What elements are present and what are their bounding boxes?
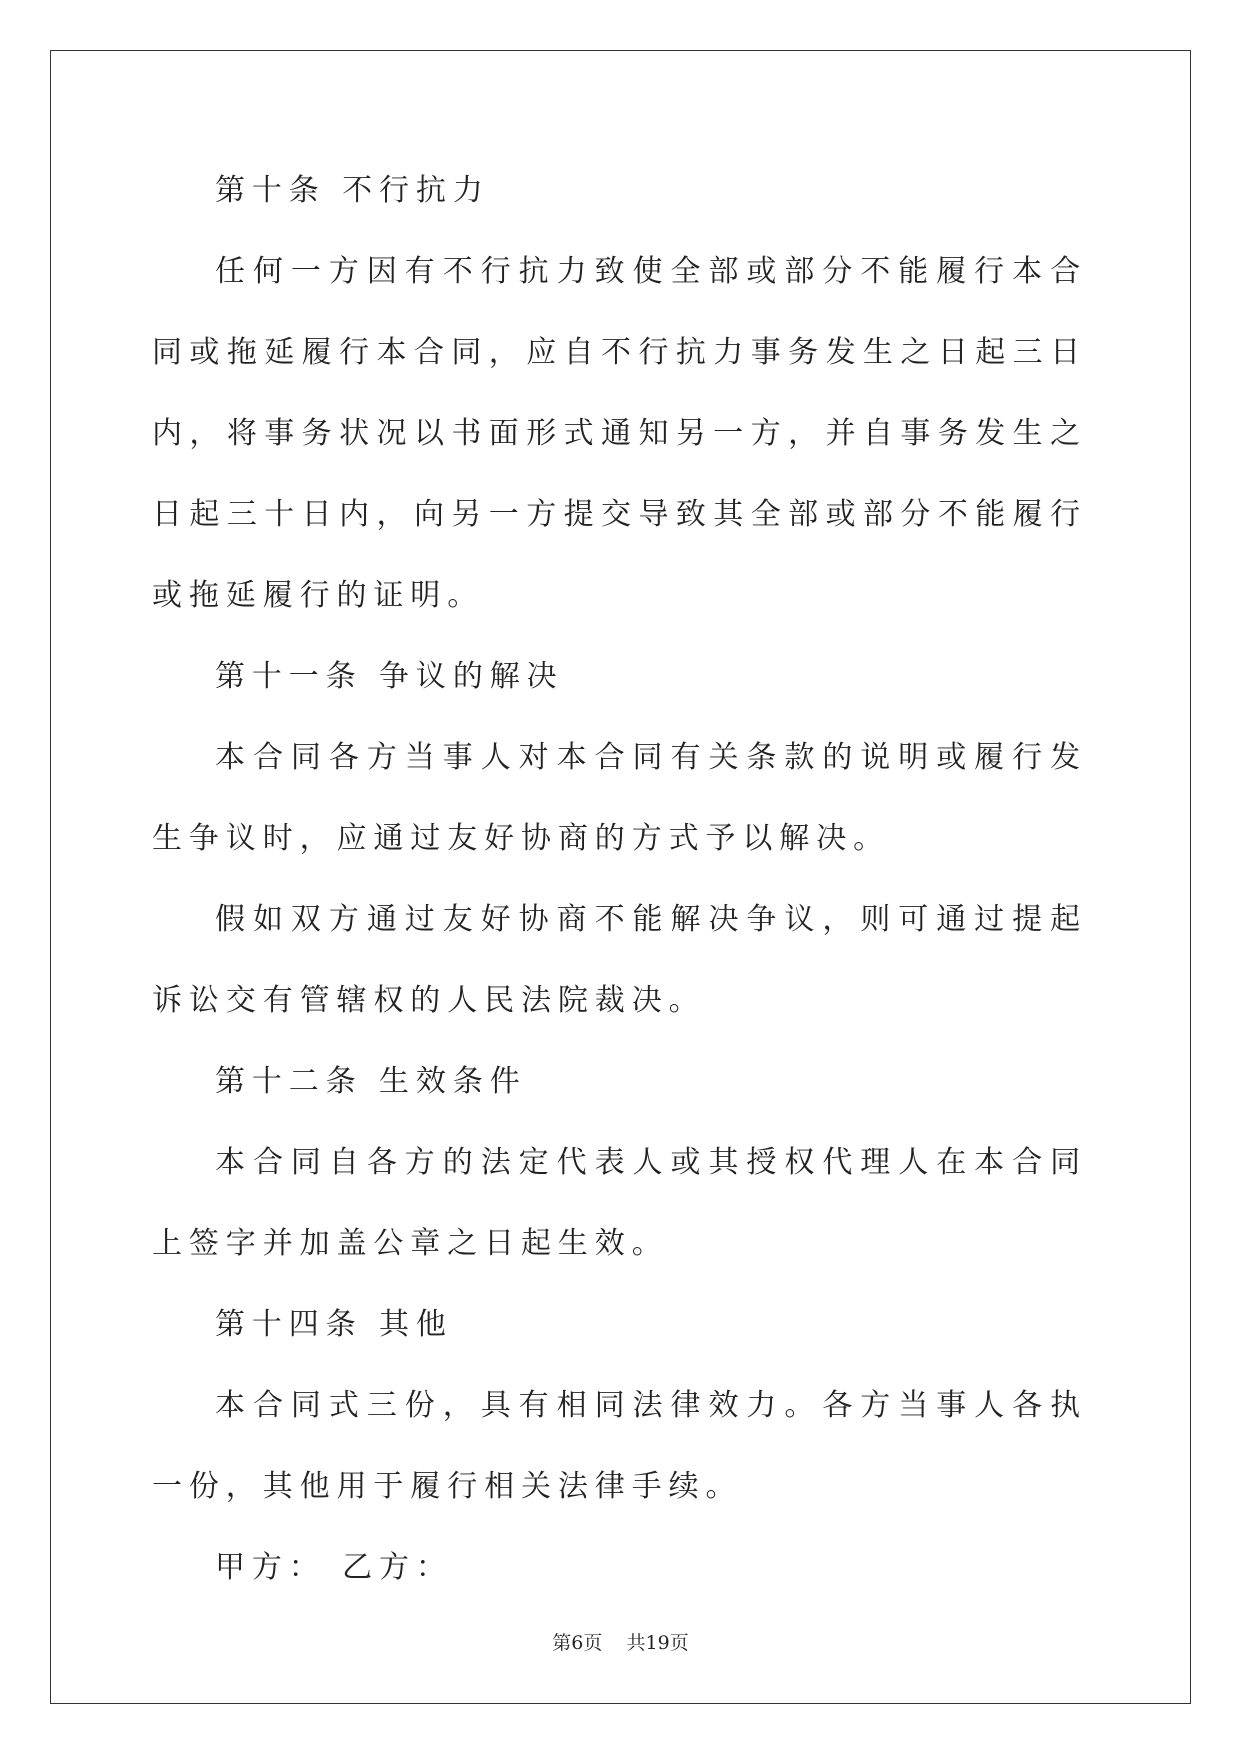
signature-line: 甲方： 乙方： <box>215 1550 453 1585</box>
article-11-heading: 第十一条 争议的解决 <box>215 659 564 694</box>
current-page-label: 第6页 <box>552 1632 603 1654</box>
article-14-text: 本合同式三份，具有相同法律效力。各方当事人各执一份，其他用于履行相关法律手续。 <box>152 1388 1087 1504</box>
total-pages-label: 共19页 <box>626 1632 689 1654</box>
article-11-text-2: 假如双方通过友好协商不能解决争议，则可通过提起诉讼交有管辖权的人民法院裁决。 <box>152 902 1087 1018</box>
article-11-text-1: 本合同各方当事人对本合同有关条款的说明或履行发生争议时，应通过友好协商的方式予以解决。 <box>152 740 1087 856</box>
article-10-heading: 第十条 不行抗力 <box>215 173 490 208</box>
document-body <box>152 150 1087 1608</box>
article-12-heading: 第十二条 生效条件 <box>215 1064 527 1099</box>
article-14-heading: 第十四条 其他 <box>215 1307 453 1342</box>
article-10-text: 任何一方因有不行抗力致使全部或部分不能履行本合同或拖延履行本合同，应自不行抗力事务发生之日起三日内，将事务状况以书面形式通知另一方，并自事务发生之日起三十日内，向另一方提交导致其全部或部分不能履行或拖延履行的证明。 <box>152 254 1087 613</box>
article-12-text: 本合同自各方的法定代表人或其授权代理人在本合同上签字并加盖公章之日起生效。 <box>152 1145 1087 1261</box>
page-footer <box>0 1628 1241 1655</box>
